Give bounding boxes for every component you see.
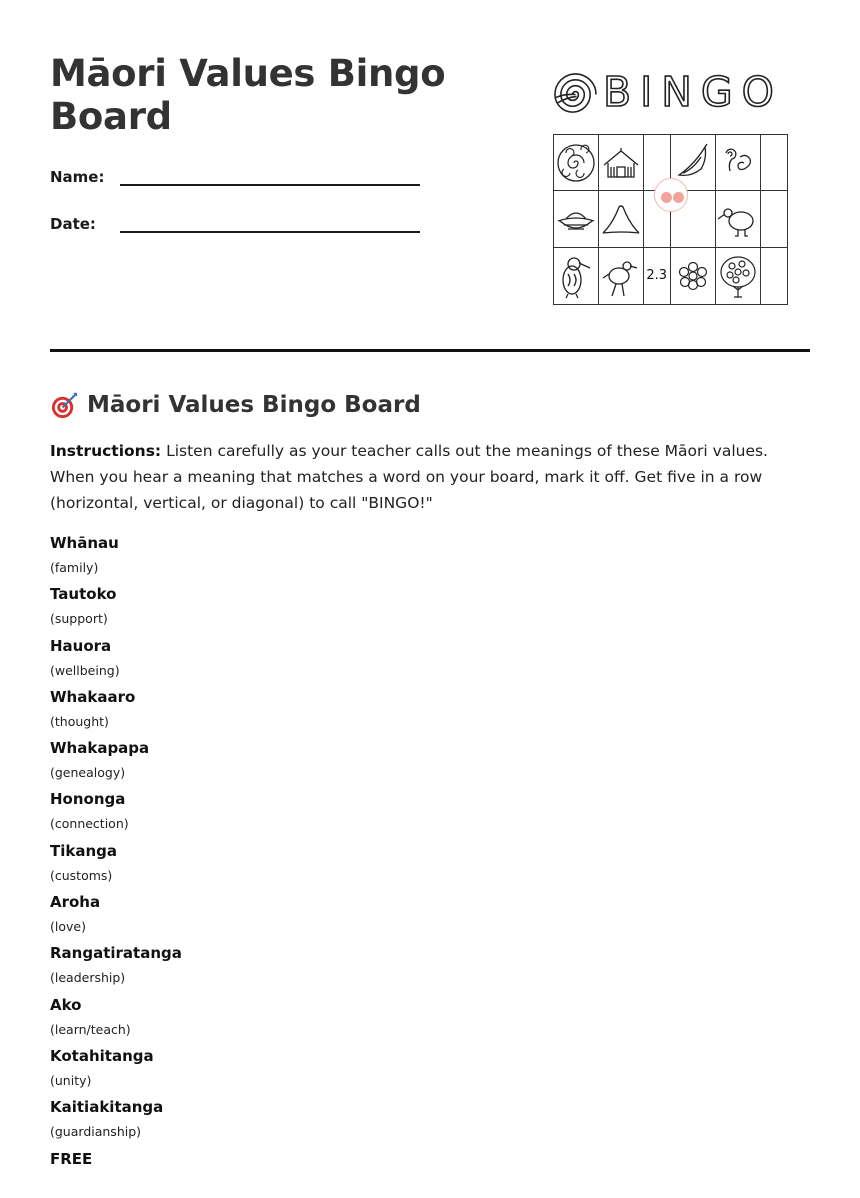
term-meaning: (connection) <box>50 816 129 832</box>
term-meaning: (thought) <box>50 713 109 729</box>
term-meaning: (guardianship) <box>50 1124 142 1140</box>
bingo-cell[interactable] <box>761 191 788 247</box>
term-word: Kaitiakitanga <box>50 1098 164 1117</box>
hangi-basket-icon <box>554 195 598 243</box>
pukeko-bird-icon <box>599 252 643 300</box>
term-word: Rangatiratanga <box>50 944 182 963</box>
term-meaning: (customs) <box>50 867 113 883</box>
list-item <box>50 1044 450 1095</box>
list-item <box>50 993 450 1044</box>
term-word: Whakapapa <box>50 739 150 758</box>
term-meaning: (wellbeing) <box>50 662 120 678</box>
maunga-mountain-icon <box>599 195 643 243</box>
flower-icon <box>671 252 715 300</box>
free-marker-dot <box>673 192 684 203</box>
bingo-cell[interactable] <box>554 191 599 247</box>
term-meaning: (support) <box>50 611 108 627</box>
section-title-text: Māori Values Bingo Board <box>87 392 421 418</box>
term-meaning: (learn/teach) <box>50 1021 131 1037</box>
bingo-cell[interactable] <box>716 191 761 247</box>
list-item <box>50 685 450 736</box>
list-item <box>50 890 450 941</box>
term-word: Hononga <box>50 790 126 809</box>
name-field[interactable] <box>50 162 420 192</box>
term-meaning: (leadership) <box>50 970 126 986</box>
bingo-cell[interactable] <box>599 248 644 304</box>
bingo-cell[interactable] <box>671 248 716 304</box>
cell-number-text: 2.3 <box>646 268 668 284</box>
term-meaning: (genealogy) <box>50 765 126 781</box>
term-meaning: (love) <box>50 919 86 935</box>
bingo-card-grid <box>553 134 788 305</box>
bingo-cell[interactable] <box>554 248 599 304</box>
free-marker-dot <box>661 192 672 203</box>
free-space-marker[interactable] <box>654 178 688 212</box>
page-title: Māori Values Bingo Board <box>50 52 446 138</box>
bingo-logo-text: BINGO <box>603 68 783 116</box>
koru-fern-icon <box>716 139 760 187</box>
bingo-cell[interactable] <box>599 191 644 247</box>
list-item <box>50 1147 450 1198</box>
term-meaning: (family) <box>50 560 99 575</box>
term-meaning: (unity) <box>50 1072 92 1088</box>
term-word: Whānau <box>50 534 119 552</box>
term-word: FREE <box>50 1149 93 1168</box>
bingo-cell[interactable] <box>761 135 788 191</box>
target-dart-icon <box>50 391 79 420</box>
koru-spiral-icon <box>553 72 598 117</box>
instructions-label: Instructions: <box>50 442 162 460</box>
koru-spiral-icon <box>554 139 598 187</box>
bingo-cell[interactable] <box>716 248 761 304</box>
term-word: Hauora <box>50 636 112 655</box>
wharenui-house-icon <box>599 139 643 187</box>
date-input-line[interactable] <box>120 231 420 233</box>
list-item <box>50 582 450 633</box>
date-label: Date: <box>50 215 96 233</box>
term-word: Whakaaro <box>50 687 136 706</box>
term-word: Kotahitanga <box>50 1046 154 1065</box>
bingo-cell-number[interactable] <box>644 248 671 304</box>
list-item <box>50 839 450 890</box>
name-input-line[interactable] <box>120 184 420 186</box>
term-word: Tautoko <box>50 585 117 604</box>
term-word: Tikanga <box>50 841 118 860</box>
list-item <box>50 634 450 685</box>
bingo-cell[interactable] <box>599 135 644 191</box>
term-word: Aroha <box>50 893 101 912</box>
date-field[interactable] <box>50 209 420 239</box>
instructions-text: Listen carefully as your teacher calls out the meanings of these Māori values. When you hear a meaning that matches a word on your board, mark it off. Get five in a row (horizontal, vertical, or diagonal) to call "BINGO!" <box>50 442 768 512</box>
header-divider <box>50 349 810 352</box>
values-list <box>50 531 450 1198</box>
list-item <box>50 941 450 992</box>
instructions-paragraph <box>50 438 810 516</box>
bingo-cell[interactable] <box>761 248 788 304</box>
term-word: Ako <box>50 995 82 1014</box>
bingo-cell[interactable] <box>716 135 761 191</box>
list-item <box>50 1095 450 1146</box>
bingo-cell[interactable] <box>554 135 599 191</box>
name-label: Name: <box>50 168 105 186</box>
section-title <box>50 390 421 420</box>
list-item <box>50 787 450 838</box>
list-item <box>50 531 450 582</box>
bingo-logo <box>553 68 788 122</box>
list-item <box>50 736 450 787</box>
kiwi-bird-icon <box>716 195 760 243</box>
tui-bird-icon <box>554 252 598 300</box>
tree-icon <box>716 252 760 300</box>
